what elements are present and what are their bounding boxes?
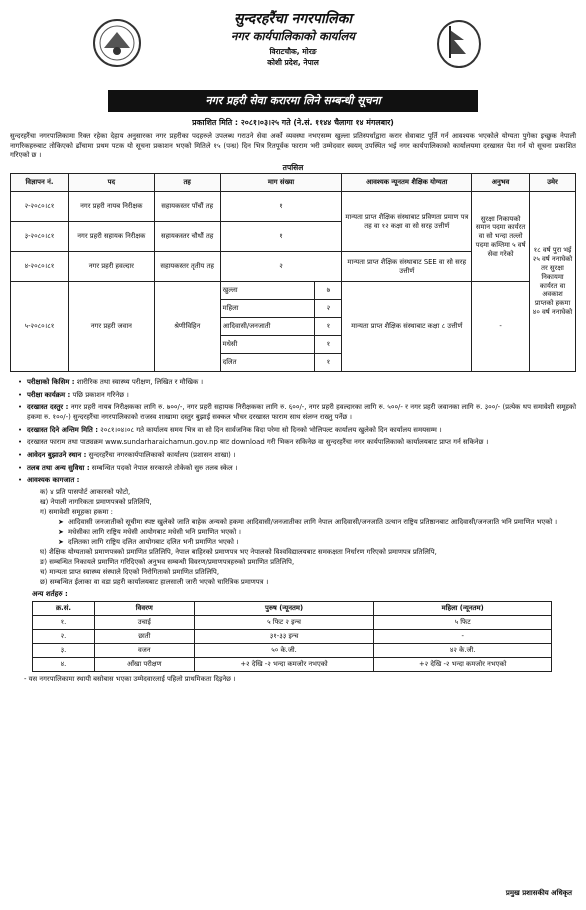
office-name: नगर कार्यपालिकाको कार्यालय: [231, 29, 355, 44]
quota-table: [221, 282, 342, 371]
col-header: अनुभव: [472, 174, 530, 192]
serial-no: ४.: [33, 658, 95, 672]
quota-count: २: [315, 300, 342, 318]
quota-name: खुल्ला: [221, 282, 315, 300]
post-level: सहायकस्तर तृतीय तह: [154, 252, 220, 282]
female-min: ४२ के.जी.: [374, 644, 552, 658]
experience: -: [472, 282, 530, 372]
col-header: तह: [154, 174, 220, 192]
document-subitem: ➤ मधेसीका लागि राष्ट्रिय मधेसी आयोगबाट मधेसी भनि प्रमाणित भएको ।: [58, 528, 241, 537]
quota-name: महिला: [221, 300, 315, 318]
other-conditions-title: अन्य शर्तहरु :: [32, 590, 68, 599]
criterion: छाती: [94, 630, 194, 644]
age-limit: १८ वर्ष पुरा भई २५ वर्ष ननाघेको तर सुरक्षा निकायमा कार्यरत वा अवकाश प्राप्तको हकमा ४० वर्ष ननाघेको: [530, 192, 576, 372]
col-header: पद: [68, 174, 154, 192]
post-name: नगर प्रहरी हवल्दार: [68, 252, 154, 282]
demand-count: १: [220, 192, 342, 222]
document-item: घ) शैक्षिक योग्यताको प्रमाणपत्रको प्रमाणित प्रतिलिपि, नेपाल बाहिरको प्रमाणपत्र भए नेपालको विश्वविद्यालयबाट समकक्षता निर्धारण गरिएको प्रमाणपत्र प्रतिलिपि,: [40, 548, 437, 557]
table-row: [11, 282, 576, 372]
list-item: • आवेदन बुझाउने स्थान : सुन्दरहरैंचा नगरकार्यपालिकाको कार्यालय (प्रशासन शाखा) ।: [18, 451, 236, 460]
col-header: विवरण: [94, 602, 194, 616]
table-row: [11, 192, 576, 222]
quota-count: १: [315, 354, 342, 372]
table-row: [33, 644, 552, 658]
col-header: पुरुष (न्यूनतम): [194, 602, 374, 616]
documents-list: [40, 487, 576, 587]
arrow-icon: ➤: [58, 528, 64, 537]
province-name: कोशी प्रदेश, नेपाल: [267, 57, 319, 67]
demand-count: १: [220, 222, 342, 252]
list-item: • परीक्षाको किसिम : शारीरिक तथा स्वास्थ्य परीक्षण, लिखित र मौखिक ।: [18, 378, 204, 387]
document-subitem: ➤ आदिवासी जनजातीको सूचीमा स्पष्ट खुलेको जाति बाहेक अन्यको हकमा आदिवासी/जनजातीका लागि नेपाल आदिवासी/जनजाति उत्थान राष्ट्रिय प्रतिष्ठानबाट आदिवासी/जनजाति भनि प्रमाणित भएको ।: [58, 518, 558, 527]
vacancy-table: [10, 173, 576, 372]
post-name: नगर प्रहरी नायब निरीक्षक: [68, 192, 154, 222]
col-header: आवश्यक न्यूनतम शैक्षिक योग्यता: [342, 174, 472, 192]
quota-name: दलित: [221, 354, 315, 372]
notice-title: नगर प्रहरी सेवा करारमा लिने सम्बन्धी सूचना: [108, 90, 478, 112]
document-item: ङ) सम्बन्धित निकायले प्रमाणित गरिदिएको अनुभव सम्बन्धी विवरण/प्रमाणपत्रहरुको प्रमाणित प्रतिलिपि,: [40, 558, 295, 567]
quota-count: १: [315, 336, 342, 354]
adv-no: २-२०८०।८१: [11, 192, 69, 222]
table-header-row: [33, 602, 552, 616]
post-name: नगर प्रहरी जवान: [68, 282, 154, 372]
adv-no: ३-२०८०।८१: [11, 222, 69, 252]
list-item: • दरखास्त दिने अन्तिम मिति : २०८१।०४।०८ गते कार्यालय समय भित्र वा सो दिन सार्वजनिक विदा परेमा सो दिनको भोलिपल्ट कार्यालय खुलेको दिन कार्यालय समयसम्म ।: [18, 425, 442, 434]
document-item: च) मान्यता प्राप्त स्वास्थ्य संस्थाले दिएको निरोगिताको प्रमाणित प्रतिलिपि,: [40, 568, 220, 577]
post-level: सहायकस्तर चौथौं तह: [154, 222, 220, 252]
arrow-icon: ➤: [58, 538, 64, 547]
female-min: +२ देखि -२ भन्दा कमजोर नभएको: [374, 658, 552, 672]
female-min: ५ फिट: [374, 616, 552, 630]
municipality-name: सुन्दरहरैंचा नगरपालिका: [234, 11, 352, 27]
qualification: मान्यता प्राप्त शैक्षिक संस्थाबाट कक्षा ८ उत्तीर्ण: [342, 282, 472, 372]
quota-name: मधेसी: [221, 336, 315, 354]
details-label: तपसिल: [282, 163, 304, 173]
arrow-icon: ➤: [58, 518, 64, 527]
experience: सुरक्षा निकायको समान पदमा कार्यरत वा सो भन्दा तल्लो पदमा कम्तिमा ५ वर्ष सेवा गरेको: [472, 192, 530, 282]
quota-count: १: [315, 318, 342, 336]
qualification: मान्यता प्राप्त शैक्षिक संस्थाबाट प्रविणता प्रमाण पत्र तह वा १२ कक्षा वा सो सरह उत्तीर्ण: [342, 192, 472, 252]
male-min: ५० के.जी.: [194, 644, 374, 658]
quota-count: ७: [315, 282, 342, 300]
conditions-list: [10, 378, 576, 486]
document-item: ख) नेपाली नागरिकता प्रमाणपत्रको प्रतिलिपि,: [40, 498, 152, 507]
post-name: नगर प्रहरी सहायक निरीक्षक: [68, 222, 154, 252]
qualification: मान्यता प्राप्त शैक्षिक संस्थाबाट SEE वा सो सरह उत्तीर्ण: [342, 252, 472, 282]
municipality-logo-icon: [434, 16, 484, 70]
col-header: विज्ञापन नं.: [11, 174, 69, 192]
col-header: उमेर: [530, 174, 576, 192]
male-min: ३१-३३ इन्च: [194, 630, 374, 644]
intro-paragraph: सुन्दरहरैंचा नगरपालिकामा रिक्त रहेका देहाय अनुसारका नगर प्रहरीका पदहरुले उपलब्ध गराउने सेवा अर्को व्यवस्था नभएसम्म खुल्ला प्रतिस्पर्धाद्वारा करार सेवाबाट पूर्ति गर्न आवश्यक भएकोले योग्यता पुगेका इच्छुक नेपाली नागरिकहरुबाट तोकिएको ढाँचामा प्रथम पटक यो सूचना प्रकाशन भएको मितिले १५ (पन्ध्र) दिन भित्र रितपूर्वक फाराम भरी उम्मेदवार स्वयम् उपस्थित भई नगर कार्यपालिकाको कार्यालयमा दरखास्त पेश गर्न यो सूचना प्रकाशित गरिएको छ ।: [10, 132, 576, 160]
col-header: माग संख्या: [220, 174, 342, 192]
document-item: क) ४ प्रति पासपोर्ट आकारको फोटो,: [40, 488, 131, 497]
adv-no: ५-२०८०।८१: [11, 282, 69, 372]
publication-date: प्रकाशित मिति : २०८१।०३।२५ गते (ने.सं. ११४४ चैलागा १४ मंगलबार): [192, 118, 394, 128]
col-header: क्र.सं.: [33, 602, 95, 616]
document-item: ग) समावेशी समूहका हकमा :: [40, 508, 113, 517]
list-item: • तलब तथा अन्य सुविधा : सम्बन्धित पदको नेपाल सरकारले तोकेको सुरु तलब स्केल ।: [18, 463, 238, 472]
list-item: • आवश्यक कागजात :: [18, 476, 80, 485]
list-item: • दरखास्त दस्तुर : नगर प्रहरी नायब निरीक्षकका लागि रु. ७००/-, नगर प्रहरी सहायक निरीक्षकका लागि रु. ६००/-, नगर प्रहरी हवल्दारका लागि रु. ५००/- र नगर प्रहरी जवानका लागि रु. ३००/- (प्रत्येक थप समावेशी समूहको हकमा रु. १००/-) सुन्दरहरैंचा नगरपालिकाको राजस्व शाखामा दस्तुर बुझाई सक्कल भौचर दरखास्त फाराम साथ संलग्न राख्नु पर्नेछ ।: [18, 403, 576, 422]
table-row: [33, 630, 552, 644]
serial-no: २.: [33, 630, 95, 644]
list-item: • दरखास्त फाराम तथा पाठ्यक्रम www.sundarharaichamun.gov.np बाट download गरी भिकन सकिनेछ वा सुन्दरहरैंचा नगर कार्यपालिकाको कार्यालयबाट प्राप्त गर्न सकिनेछ ।: [18, 438, 489, 447]
office-address: विराटचौक, मोरङ: [269, 47, 317, 57]
demand-count: २: [220, 252, 342, 282]
document-subitem: ➤ दलितका लागि राष्ट्रिय दलित आयोगबाट दलित भनी प्रमाणित भएको ।: [58, 538, 239, 547]
list-item: • परीक्षा कार्यक्रम : पछि प्रकाशन गरिनेछ ।: [18, 390, 129, 399]
quota-name: आदिवासी/जनजाती: [221, 318, 315, 336]
post-level: श्रेणीविहिन: [154, 282, 220, 372]
table-header-row: [11, 174, 576, 192]
inclusive-group-list: [58, 517, 576, 547]
document-item: छ) सम्बन्धित ईलाका वा वडा प्रहरी कार्यालयबाट हालसाली जारी भएको चारित्रिक प्रमाणपत्र ।: [40, 578, 269, 587]
priority-note: - यस नगरपालिकामा स्थायी बसोबास भएका उम्मेदवारलाई पहिलो प्राथमिकता दिइनेछ ।: [24, 675, 236, 684]
serial-no: १.: [33, 616, 95, 630]
serial-no: ३.: [33, 644, 95, 658]
table-row: [33, 616, 552, 630]
criterion: वजन: [94, 644, 194, 658]
male-min: ५ फिट २ इन्च: [194, 616, 374, 630]
adv-no: ४-२०८०।८१: [11, 252, 69, 282]
criterion: उचाई: [94, 616, 194, 630]
nepal-government-emblem-icon: [92, 18, 142, 68]
quota-cell: [220, 282, 342, 372]
col-header: महिला (न्यूनतम): [374, 602, 552, 616]
letterhead: [10, 10, 576, 88]
post-level: सहायकस्तर पाँचौं तह: [154, 192, 220, 222]
female-min: -: [374, 630, 552, 644]
criterion: आँखा परीक्षण: [94, 658, 194, 672]
male-min: +२ देखि -२ भन्दा कमजोर नभएको: [194, 658, 374, 672]
table-row: [33, 658, 552, 672]
signatory-title: प्रमुख प्रशासकीय अधिकृत: [505, 888, 572, 897]
physical-conditions-table: [32, 601, 552, 672]
